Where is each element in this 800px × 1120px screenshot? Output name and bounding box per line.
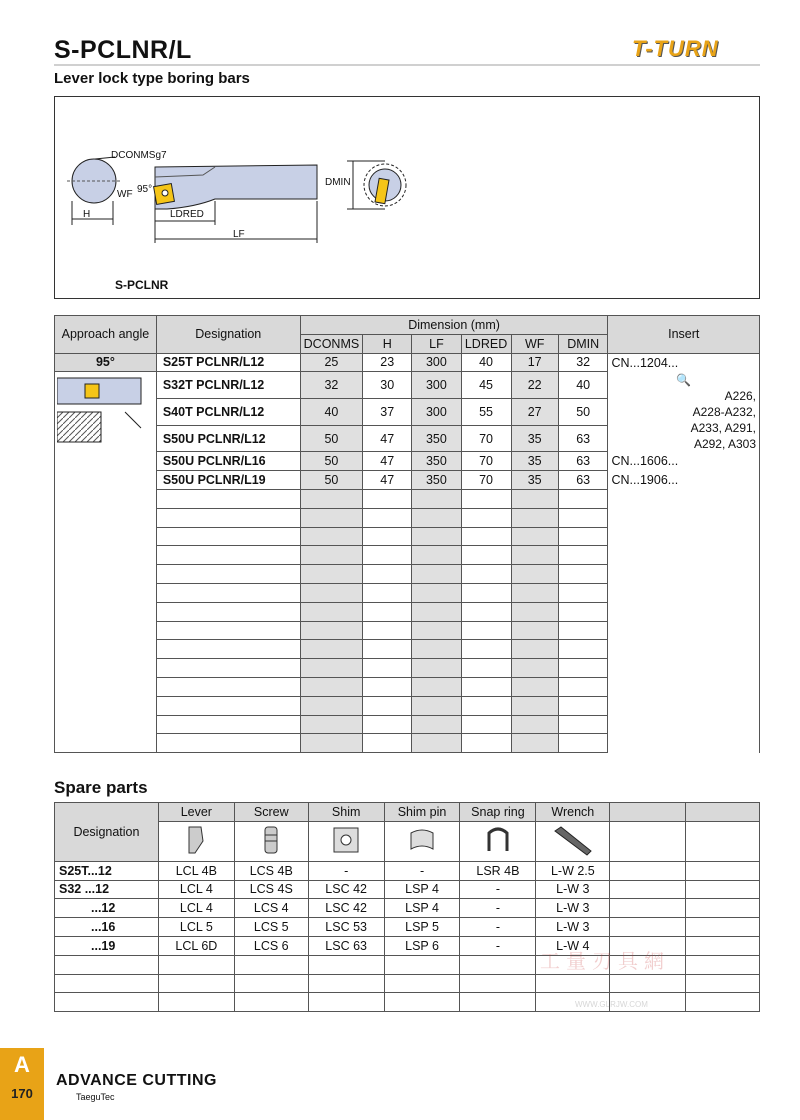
approach-angle-figure	[55, 372, 157, 753]
spare-header-blank-1	[610, 803, 686, 822]
lever-icon	[158, 821, 234, 861]
ldred-cell: 45	[461, 372, 511, 399]
empty-cell	[558, 696, 608, 715]
h-cell: 37	[363, 399, 412, 426]
lf-cell: 350	[412, 471, 461, 490]
table-row	[55, 353, 760, 372]
empty-cell	[412, 640, 461, 659]
table-row	[55, 861, 760, 880]
ldred-cell: 70	[461, 471, 511, 490]
empty-cell	[300, 489, 363, 508]
spare-designation-cell: S32 ...12	[55, 880, 159, 899]
empty-cell	[234, 993, 308, 1012]
watermark-text: 工量刃具網	[540, 951, 670, 973]
approach-angle-cell: 95°	[55, 353, 157, 372]
empty-cell	[363, 640, 412, 659]
empty-cell	[363, 583, 412, 602]
screw-cell: LCS 4	[234, 899, 308, 918]
empty-cell	[460, 955, 536, 974]
empty-row	[55, 993, 760, 1012]
empty-cell	[363, 677, 412, 696]
spare-parts-title: Spare parts	[54, 778, 148, 797]
empty-cell	[300, 677, 363, 696]
empty-cell	[511, 715, 558, 734]
insert-ref: A292, A303	[693, 436, 756, 451]
dmin-cell: 63	[558, 425, 608, 452]
empty-cell	[412, 583, 461, 602]
empty-cell	[536, 974, 610, 993]
empty-cell	[558, 565, 608, 584]
lever-cell: LCL 6D	[158, 936, 234, 955]
empty-cell	[511, 583, 558, 602]
empty-cell	[558, 734, 608, 753]
screw-cell: LCS 4B	[234, 861, 308, 880]
label-dconms: DCONMSg7	[111, 150, 167, 161]
header-ldred: LDRED	[461, 334, 511, 353]
wrench-cell: L-W 3	[536, 899, 610, 918]
designation-cell: S50U PCLNR/L16	[156, 452, 300, 471]
empty-cell	[300, 621, 363, 640]
empty-cell	[363, 546, 412, 565]
snap-ring-cell: -	[460, 936, 536, 955]
snap-ring-cell: -	[460, 918, 536, 937]
watermark-url: WWW.GLRJW.COM	[575, 1000, 648, 1009]
empty-cell	[300, 527, 363, 546]
empty-cell	[300, 696, 363, 715]
empty-cell	[511, 677, 558, 696]
brand-name: ADVANCE CUTTING	[56, 1072, 217, 1089]
dconms-cell: 50	[300, 452, 363, 471]
shim-cell: LSC 53	[308, 918, 384, 937]
empty-row	[55, 489, 760, 508]
empty-cell	[412, 508, 461, 527]
insert-ref: A233, A291,	[690, 420, 756, 435]
insert-code: CN...1906...	[611, 473, 679, 488]
insert-code: CN...1606...	[611, 454, 679, 469]
header-wf: WF	[511, 334, 558, 353]
insert-ref: A228-A232,	[692, 404, 756, 419]
empty-cell	[558, 677, 608, 696]
empty-cell	[460, 974, 536, 993]
empty-cell	[55, 974, 159, 993]
designation-cell: S50U PCLNR/L12	[156, 425, 300, 452]
shim-pin-cell: -	[384, 861, 460, 880]
empty-cell	[461, 621, 511, 640]
empty-cell	[308, 955, 384, 974]
empty-cell	[461, 565, 511, 584]
empty-cell	[558, 508, 608, 527]
spare-designation-cell: ...12	[55, 899, 159, 918]
wf-cell: 17	[511, 353, 558, 372]
lever-cell: LCL 5	[158, 918, 234, 937]
label-wf: WF	[117, 189, 133, 200]
empty-cell	[461, 677, 511, 696]
shim-pin-cell: LSP 4	[384, 899, 460, 918]
shim-pin-icon	[384, 821, 460, 861]
blank-cell	[610, 880, 686, 899]
snap-ring-cell: -	[460, 899, 536, 918]
h-cell: 47	[363, 452, 412, 471]
blank-cell	[686, 880, 760, 899]
empty-cell	[308, 974, 384, 993]
empty-cell	[461, 527, 511, 546]
shim-cell: LSC 42	[308, 899, 384, 918]
empty-cell	[412, 659, 461, 678]
wrench-cell: L-W 2.5	[536, 861, 610, 880]
dconms-cell: 40	[300, 399, 363, 426]
insert-code: CN...1204...	[611, 355, 679, 370]
empty-cell	[384, 955, 460, 974]
lf-cell: 350	[412, 425, 461, 452]
empty-cell	[363, 508, 412, 527]
dconms-cell: 50	[300, 425, 363, 452]
ldred-cell: 40	[461, 353, 511, 372]
ldred-cell: 55	[461, 399, 511, 426]
empty-cell	[511, 621, 558, 640]
dmin-cell: 63	[558, 452, 608, 471]
dconms-cell: 25	[300, 353, 363, 372]
empty-cell	[511, 527, 558, 546]
empty-cell	[156, 621, 300, 640]
empty-cell	[55, 955, 159, 974]
title-rule	[54, 64, 760, 66]
insert-cell	[608, 353, 760, 372]
dmin-cell: 50	[558, 399, 608, 426]
screw-cell: LCS 4S	[234, 880, 308, 899]
shim-icon	[308, 821, 384, 861]
blank-cell	[686, 899, 760, 918]
table-row	[55, 899, 760, 918]
lf-cell: 300	[412, 353, 461, 372]
empty-cell	[55, 993, 159, 1012]
empty-cell	[384, 974, 460, 993]
empty-cell	[156, 527, 300, 546]
empty-cell	[608, 489, 760, 752]
blank-cell	[610, 918, 686, 937]
empty-cell	[686, 993, 760, 1012]
empty-cell	[234, 974, 308, 993]
empty-cell	[412, 527, 461, 546]
empty-cell	[412, 602, 461, 621]
empty-cell	[156, 508, 300, 527]
empty-cell	[300, 734, 363, 753]
dconms-cell: 32	[300, 372, 363, 399]
page-number: 170	[11, 1086, 33, 1101]
empty-cell	[412, 621, 461, 640]
empty-cell	[511, 565, 558, 584]
label-h: H	[83, 209, 91, 220]
empty-cell	[363, 696, 412, 715]
empty-cell	[363, 621, 412, 640]
page-title: S-PCLNR/L	[54, 36, 192, 64]
shim-pin-cell: LSP 4	[384, 880, 460, 899]
empty-cell	[300, 602, 363, 621]
lever-cell: LCL 4	[158, 899, 234, 918]
wrench-cell: L-W 3	[536, 880, 610, 899]
wrench-cell: L-W 3	[536, 918, 610, 937]
empty-cell	[308, 993, 384, 1012]
empty-cell	[558, 621, 608, 640]
empty-cell	[384, 993, 460, 1012]
empty-cell	[363, 527, 412, 546]
screw-cell: LCS 6	[234, 936, 308, 955]
brand-logo: T-TURN	[632, 36, 719, 61]
empty-cell	[412, 715, 461, 734]
insert-cell	[608, 452, 760, 471]
spare-parts-table	[54, 802, 760, 1012]
empty-cell	[156, 734, 300, 753]
empty-cell	[363, 565, 412, 584]
header-dimension: Dimension (mm)	[300, 316, 608, 335]
page-subtitle: Lever lock type boring bars	[54, 70, 250, 87]
shim-cell: LSC 63	[308, 936, 384, 955]
empty-cell	[460, 993, 536, 1012]
empty-cell	[156, 489, 300, 508]
table-row	[55, 880, 760, 899]
empty-cell	[511, 640, 558, 659]
empty-cell	[234, 955, 308, 974]
empty-cell	[412, 546, 461, 565]
empty-cell	[558, 715, 608, 734]
wf-cell: 22	[511, 372, 558, 399]
empty-cell	[461, 602, 511, 621]
ldred-cell: 70	[461, 425, 511, 452]
empty-cell	[363, 715, 412, 734]
spare-header-shim-pin: Shim pin	[384, 803, 460, 822]
shim-pin-cell: LSP 5	[384, 918, 460, 937]
wrench-icon	[536, 821, 610, 861]
empty-cell	[461, 640, 511, 659]
empty-cell	[461, 715, 511, 734]
snap-ring-cell: -	[460, 880, 536, 899]
table-row	[55, 471, 760, 490]
empty-cell	[156, 696, 300, 715]
empty-cell	[363, 659, 412, 678]
header-approach-angle: Approach angle	[55, 316, 157, 354]
insert-ref-cell	[608, 372, 760, 452]
header-lf: LF	[412, 334, 461, 353]
spare-designation-cell: S25T...12	[55, 861, 159, 880]
empty-cell	[511, 602, 558, 621]
empty-cell	[363, 602, 412, 621]
spare-header-shim: Shim	[308, 803, 384, 822]
empty-cell	[300, 565, 363, 584]
empty-cell	[686, 955, 760, 974]
spare-designation-cell: ...16	[55, 918, 159, 937]
boring-bar-diagram	[55, 97, 761, 300]
empty-cell	[558, 602, 608, 621]
header-dconms: DCONMS	[300, 334, 363, 353]
h-cell: 23	[363, 353, 412, 372]
spare-header-blank-2	[686, 803, 760, 822]
spare-header-screw: Screw	[234, 803, 308, 822]
wrench-cell: L-W 4	[536, 936, 610, 955]
header-designation: Designation	[156, 316, 300, 354]
dmin-cell: 63	[558, 471, 608, 490]
screw-cell: LCS 5	[234, 918, 308, 937]
label-ldred: LDRED	[170, 209, 204, 220]
empty-cell	[511, 696, 558, 715]
empty-cell	[412, 734, 461, 753]
empty-cell	[558, 583, 608, 602]
spare-icon-blank-1	[610, 821, 686, 861]
empty-cell	[363, 734, 412, 753]
empty-cell	[461, 659, 511, 678]
dmin-cell: 32	[558, 353, 608, 372]
empty-cell	[156, 677, 300, 696]
designation-cell: S32T PCLNR/L12	[156, 372, 300, 399]
empty-cell	[156, 659, 300, 678]
blank-cell	[686, 861, 760, 880]
empty-cell	[300, 715, 363, 734]
empty-cell	[412, 565, 461, 584]
empty-cell	[300, 659, 363, 678]
empty-cell	[300, 546, 363, 565]
empty-cell	[156, 583, 300, 602]
empty-cell	[300, 583, 363, 602]
shim-pin-cell: LSP 6	[384, 936, 460, 955]
shim-cell: -	[308, 861, 384, 880]
spare-header-wrench: Wrench	[536, 803, 610, 822]
empty-cell	[158, 993, 234, 1012]
screw-icon	[234, 821, 308, 861]
empty-cell	[461, 583, 511, 602]
empty-cell	[158, 955, 234, 974]
blank-cell	[686, 936, 760, 955]
spare-header-designation: Designation	[55, 803, 159, 862]
designation-cell: S25T PCLNR/L12	[156, 353, 300, 372]
empty-cell	[300, 508, 363, 527]
wf-cell: 35	[511, 452, 558, 471]
spare-designation-cell: ...19	[55, 936, 159, 955]
lf-cell: 350	[412, 452, 461, 471]
spare-icon-blank-2	[686, 821, 760, 861]
empty-cell	[558, 546, 608, 565]
empty-cell	[412, 696, 461, 715]
snap-ring-icon	[460, 821, 536, 861]
wf-cell: 27	[511, 399, 558, 426]
lever-cell: LCL 4	[158, 880, 234, 899]
empty-cell	[558, 489, 608, 508]
blank-cell	[610, 899, 686, 918]
section-letter: A	[14, 1052, 30, 1077]
empty-cell	[156, 565, 300, 584]
insert-ref: A226,	[724, 388, 756, 403]
spare-header-lever: Lever	[158, 803, 234, 822]
spare-header-snap-ring: Snap ring	[460, 803, 536, 822]
lf-cell: 300	[412, 372, 461, 399]
empty-cell	[511, 734, 558, 753]
dimension-table	[54, 315, 760, 753]
empty-cell	[558, 527, 608, 546]
empty-cell	[300, 640, 363, 659]
empty-cell	[412, 489, 461, 508]
label-dmin: DMIN	[325, 177, 351, 188]
table-row	[55, 452, 760, 471]
empty-cell	[511, 489, 558, 508]
search-icon: 🔍	[676, 372, 692, 387]
empty-cell	[511, 508, 558, 527]
empty-cell	[156, 602, 300, 621]
section-tab	[0, 1048, 44, 1120]
empty-cell	[558, 640, 608, 659]
designation-cell: S50U PCLNR/L19	[156, 471, 300, 490]
empty-cell	[558, 659, 608, 678]
empty-cell	[461, 734, 511, 753]
empty-cell	[156, 640, 300, 659]
empty-cell	[610, 974, 686, 993]
blank-cell	[610, 861, 686, 880]
dmin-cell: 40	[558, 372, 608, 399]
insert-cell	[608, 471, 760, 490]
technical-drawing	[54, 96, 760, 299]
header-h: H	[363, 334, 412, 353]
insert-angle-icon	[57, 376, 153, 446]
wf-cell: 35	[511, 471, 558, 490]
header-dmin: DMIN	[558, 334, 608, 353]
empty-cell	[363, 489, 412, 508]
ldred-cell: 70	[461, 452, 511, 471]
table-row	[55, 918, 760, 937]
lf-cell: 300	[412, 399, 461, 426]
snap-ring-cell: LSR 4B	[460, 861, 536, 880]
header-insert: Insert	[608, 316, 760, 354]
empty-cell	[511, 546, 558, 565]
empty-cell	[156, 715, 300, 734]
empty-cell	[461, 508, 511, 527]
label-angle: 95°	[137, 184, 153, 195]
blank-cell	[686, 918, 760, 937]
label-lf: LF	[233, 229, 245, 240]
table-row	[55, 372, 760, 399]
drawing-caption: S-PCLNR	[115, 278, 169, 292]
h-cell: 47	[363, 471, 412, 490]
wf-cell: 35	[511, 425, 558, 452]
empty-cell	[461, 546, 511, 565]
empty-cell	[156, 546, 300, 565]
empty-cell	[461, 696, 511, 715]
empty-cell	[686, 974, 760, 993]
designation-cell: S40T PCLNR/L12	[156, 399, 300, 426]
empty-cell	[511, 659, 558, 678]
brand-sub: TaeguTec	[76, 1092, 115, 1102]
empty-cell	[461, 489, 511, 508]
shim-cell: LSC 42	[308, 880, 384, 899]
spare-parts-body	[55, 861, 760, 1011]
h-cell: 47	[363, 425, 412, 452]
dimension-table-body	[55, 353, 760, 753]
lever-cell: LCL 4B	[158, 861, 234, 880]
empty-row	[55, 974, 760, 993]
h-cell: 30	[363, 372, 412, 399]
empty-cell	[412, 677, 461, 696]
empty-cell	[158, 974, 234, 993]
dconms-cell: 50	[300, 471, 363, 490]
